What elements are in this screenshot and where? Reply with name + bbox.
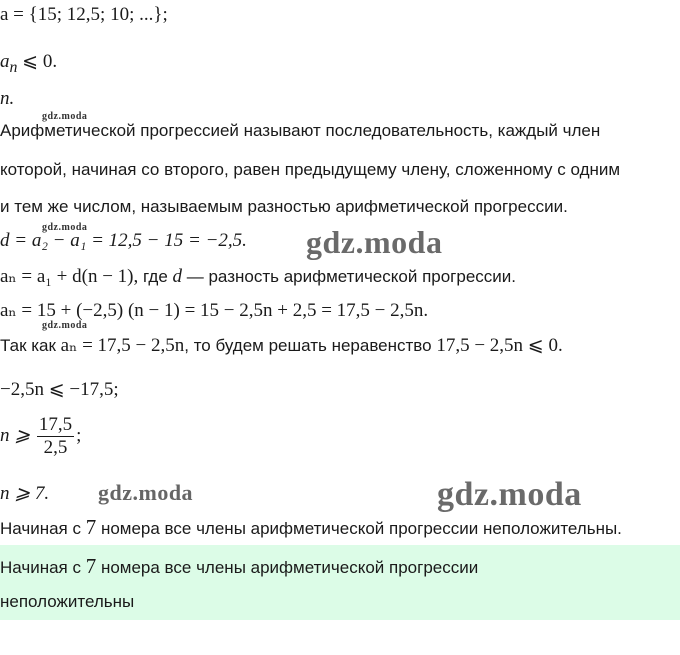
since-math-1: aₙ = 17,5 − 2,5n — [60, 335, 185, 356]
since-math-2: 17,5 − 2,5n ⩽ 0. — [436, 335, 563, 356]
find-n — [0, 88, 14, 110]
watermark-mid-2: gdz.moda — [98, 480, 194, 505]
conclusion — [0, 515, 622, 540]
formula-d: d — [172, 266, 183, 287]
condition-an-nonpositive — [0, 50, 57, 77]
difference-text: d = a₂ − a₁ = 12,5 − 15 = −2,5. — [0, 230, 247, 251]
answer-number: 7 — [85, 554, 97, 578]
inequality-step-3 — [0, 482, 49, 505]
ineq1-text: −2,5n ⩽ −17,5; — [0, 379, 119, 400]
difference-calc — [0, 230, 247, 252]
sequence-definition — [0, 4, 168, 26]
formula-math: aₙ = a₁ + d(n − 1), — [0, 266, 139, 287]
watermark-mid-1: gdz.moda — [306, 224, 443, 260]
condition-rest: ⩽ 0. — [17, 51, 58, 72]
inequality-step-2 — [0, 414, 81, 459]
watermark-small-3: gdz.moda — [42, 320, 88, 331]
formula-tail: — разность арифметической прогрессии. — [182, 267, 517, 286]
inequality-step-1 — [0, 378, 119, 401]
watermark-small-2: gdz.moda — [42, 222, 88, 233]
an-symbol: a — [0, 51, 10, 72]
general-term-formula — [0, 265, 516, 288]
answer-text-1: Начиная с — [0, 558, 86, 577]
fraction-denominator: 2,5 — [43, 437, 68, 458]
ineq2-fraction — [37, 414, 74, 459]
conclusion-text-2: номера все члены арифметической прогрессии неположительны. — [96, 519, 622, 538]
formula-where: где — [138, 267, 173, 286]
definition-line-3: и тем же числом, называемым разностью арифметической прогрессии. — [0, 197, 568, 216]
inequality-setup — [0, 334, 563, 357]
answer-box — [0, 545, 680, 620]
answer-line-1 — [0, 549, 680, 585]
find-n-text: n. — [0, 88, 15, 109]
substituted-text: aₙ = 15 + (−2,5) (n − 1) = 15 − 2,5n + 2,5 = 17,5 − 2,5n. — [0, 300, 429, 321]
since-text-1: Так как — [0, 336, 61, 355]
answer-text-2: номера все члены арифметической прогрессии — [96, 558, 479, 577]
conclusion-number: 7 — [85, 515, 97, 539]
ineq2-lhs: n ⩾ — [0, 424, 31, 446]
ineq3-text: n ⩾ 7. — [0, 483, 50, 504]
since-text-2: , то будем решать неравенство — [184, 336, 437, 355]
watermark-small-1: gdz.moda — [42, 111, 88, 122]
general-term-substituted — [0, 299, 428, 322]
answer-line-2: неположительны — [0, 592, 135, 611]
an-subscript: n — [9, 58, 18, 76]
definition-line-2: которой, начиная со второго, равен предыдущему члену, сложенному с одним — [0, 160, 621, 179]
ineq2-tail: ; — [76, 424, 82, 446]
definition-line-1: Арифметической прогрессией называют последовательность, каждый член — [0, 121, 601, 140]
fraction-numerator: 17,5 — [38, 414, 73, 435]
sequence-text: a = {15; 12,5; 10; ...}; — [0, 4, 168, 25]
watermark-big: gdz.moda — [437, 476, 582, 513]
conclusion-text-1: Начиная с — [0, 519, 86, 538]
